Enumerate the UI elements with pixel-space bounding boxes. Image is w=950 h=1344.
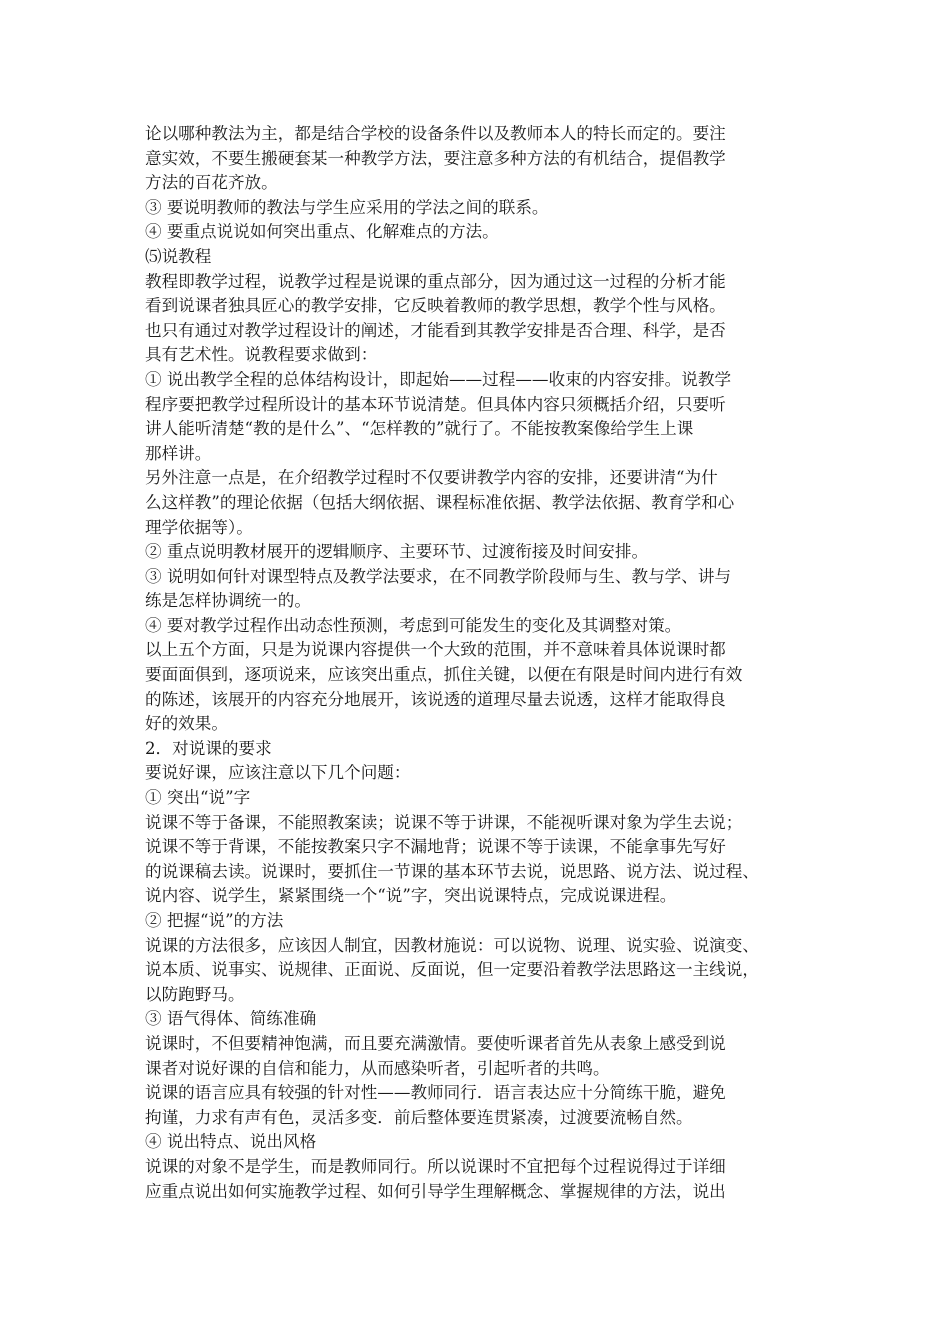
text-line: 教程即教学过程，说教学过程是说课的重点部分，因为通过这一过程的分析才能	[145, 271, 726, 291]
text-line: 说课时，不但要精神饱满，而且要充满激情。要使听课者首先从表象上感受到说	[145, 1033, 726, 1053]
text-line: ③ 说明如何针对课型特点及教学法要求，在不同教学阶段师与生、教与学、讲与	[145, 566, 732, 586]
text-line: 2．对说课的要求	[145, 738, 272, 758]
text-line: 程序要把教学过程所设计的基本环节说清楚。但具体内容只须概括介绍，只要听	[145, 394, 726, 414]
text-line: 的说课稿去读。说课时，要抓住一节课的基本环节去说，说思路、说方法、说过程、	[145, 861, 759, 881]
text-line: ② 把握“说”的方法	[145, 911, 284, 930]
text-line: 应重点说出如何实施教学过程、如何引导学生理解概念、掌握规律的方法，说出	[145, 1181, 726, 1201]
text-line: ③ 语气得体、简练准确	[145, 1009, 317, 1029]
text-line: 说课的对象不是学生，而是教师同行。所以说课时不宜把每个过程说得过于详细	[145, 1156, 726, 1176]
text-line: 么这样教”的理论依据（包括大纲依据、课程标准依据、教学法依据、教育学和心	[145, 492, 735, 512]
text-line: 看到说课者独具匠心的教学安排，它反映着教师的教学思想，教学个性与风格。	[145, 296, 726, 316]
text-line: 以防跑野马。	[145, 984, 245, 1004]
text-line: 要说好课，应该注意以下几个问题：	[145, 763, 411, 783]
text-line: 拘谨，力求有声有色，灵活多变．前后整体要连贯紧凑，过渡要流畅自然。	[145, 1107, 693, 1127]
text-line: 以上五个方面，只是为说课内容提供一个大致的范围，并不意味着具体说课时都	[145, 640, 726, 660]
text-line: 说课不等于背课，不能按教案只字不漏地背；说课不等于读课，不能拿事先写好	[145, 837, 726, 857]
text-line: ① 突出“说”字	[145, 788, 251, 808]
text-line: 论以哪种教法为主，都是结合学校的设备条件以及教师本人的特长而定的。要注	[145, 124, 726, 143]
text-line: 另外注意一点是，在介绍教学过程时不仅要讲教学内容的安排，还要讲清“为什	[145, 468, 718, 488]
text-line: 课者对说好课的自信和能力，从而感染听者，引起听者的共鸣。	[145, 1058, 610, 1078]
text-line: 说课不等于备课，不能照教案读；说课不等于讲课，不能视听课对象为学生去说；	[145, 812, 743, 832]
text-line: ① 说出教学全程的总体结构设计，即起始——过程——收束的内容安排。说教学	[145, 369, 732, 389]
text-line: 方法的百花齐放。	[145, 173, 278, 193]
text-line: 的陈述，该展开的内容充分地展开，该说透的道理尽量去说透，这样才能取得良	[145, 689, 726, 709]
text-line: 理学依据等）。	[145, 517, 253, 537]
text-line: 说本质、说事实、说规律、正面说、反面说，但一定要沿着教学法思路这一主线说，	[145, 960, 759, 980]
text-line: 说课的语言应具有较强的针对性——教师同行．语言表达应十分简练干脆，避免	[145, 1083, 726, 1103]
text-line: 也只有通过对教学过程设计的阐述，才能看到其教学安排是否合理、科学，是否	[145, 320, 726, 340]
text-line: ⑸说教程	[145, 246, 212, 266]
text-line: ② 重点说明教材展开的逻辑顺序、主要环节、过渡衔接及时间安排。	[145, 542, 649, 562]
text-line: 要面面俱到，逐项说来，应该突出重点，抓住关键，以便在有限是时间内进行有效	[145, 665, 743, 685]
text-line: ④ 要重点说说如何突出重点、化解难点的方法。	[145, 222, 499, 242]
text-line: 说内容、说学生，紧紧围绕一个“说”字，突出说课特点，完成说课进程。	[145, 886, 677, 906]
text-line: ④ 说出特点、说出风格	[145, 1132, 317, 1152]
text-line: 那样讲。	[145, 443, 212, 463]
text-line: ④ 要对教学过程作出动态性预测，考虑到可能发生的变化及其调整对策。	[145, 615, 682, 635]
text-line: 好的效果。	[145, 714, 228, 734]
text-line: 说课的方法很多，应该因人制宜，因教材施说：可以说物、说理、说实验、说演变、	[145, 935, 759, 955]
text-line: ③ 要说明教师的教法与学生应采用的学法之间的联系。	[145, 197, 549, 217]
text-line: 具有艺术性。说教程要求做到：	[145, 345, 378, 365]
text-line: 练是怎样协调统一的。	[145, 591, 311, 611]
text-line: 讲人能听清楚“教的是什么”、“怎样教的”就行了。不能按教案像给学生上课	[145, 419, 694, 439]
text-line: 意实效，不要生搬硬套某一种教学方法，要注意多种方法的有机结合，提倡教学	[145, 148, 726, 168]
document-body	[145, 122, 810, 1204]
